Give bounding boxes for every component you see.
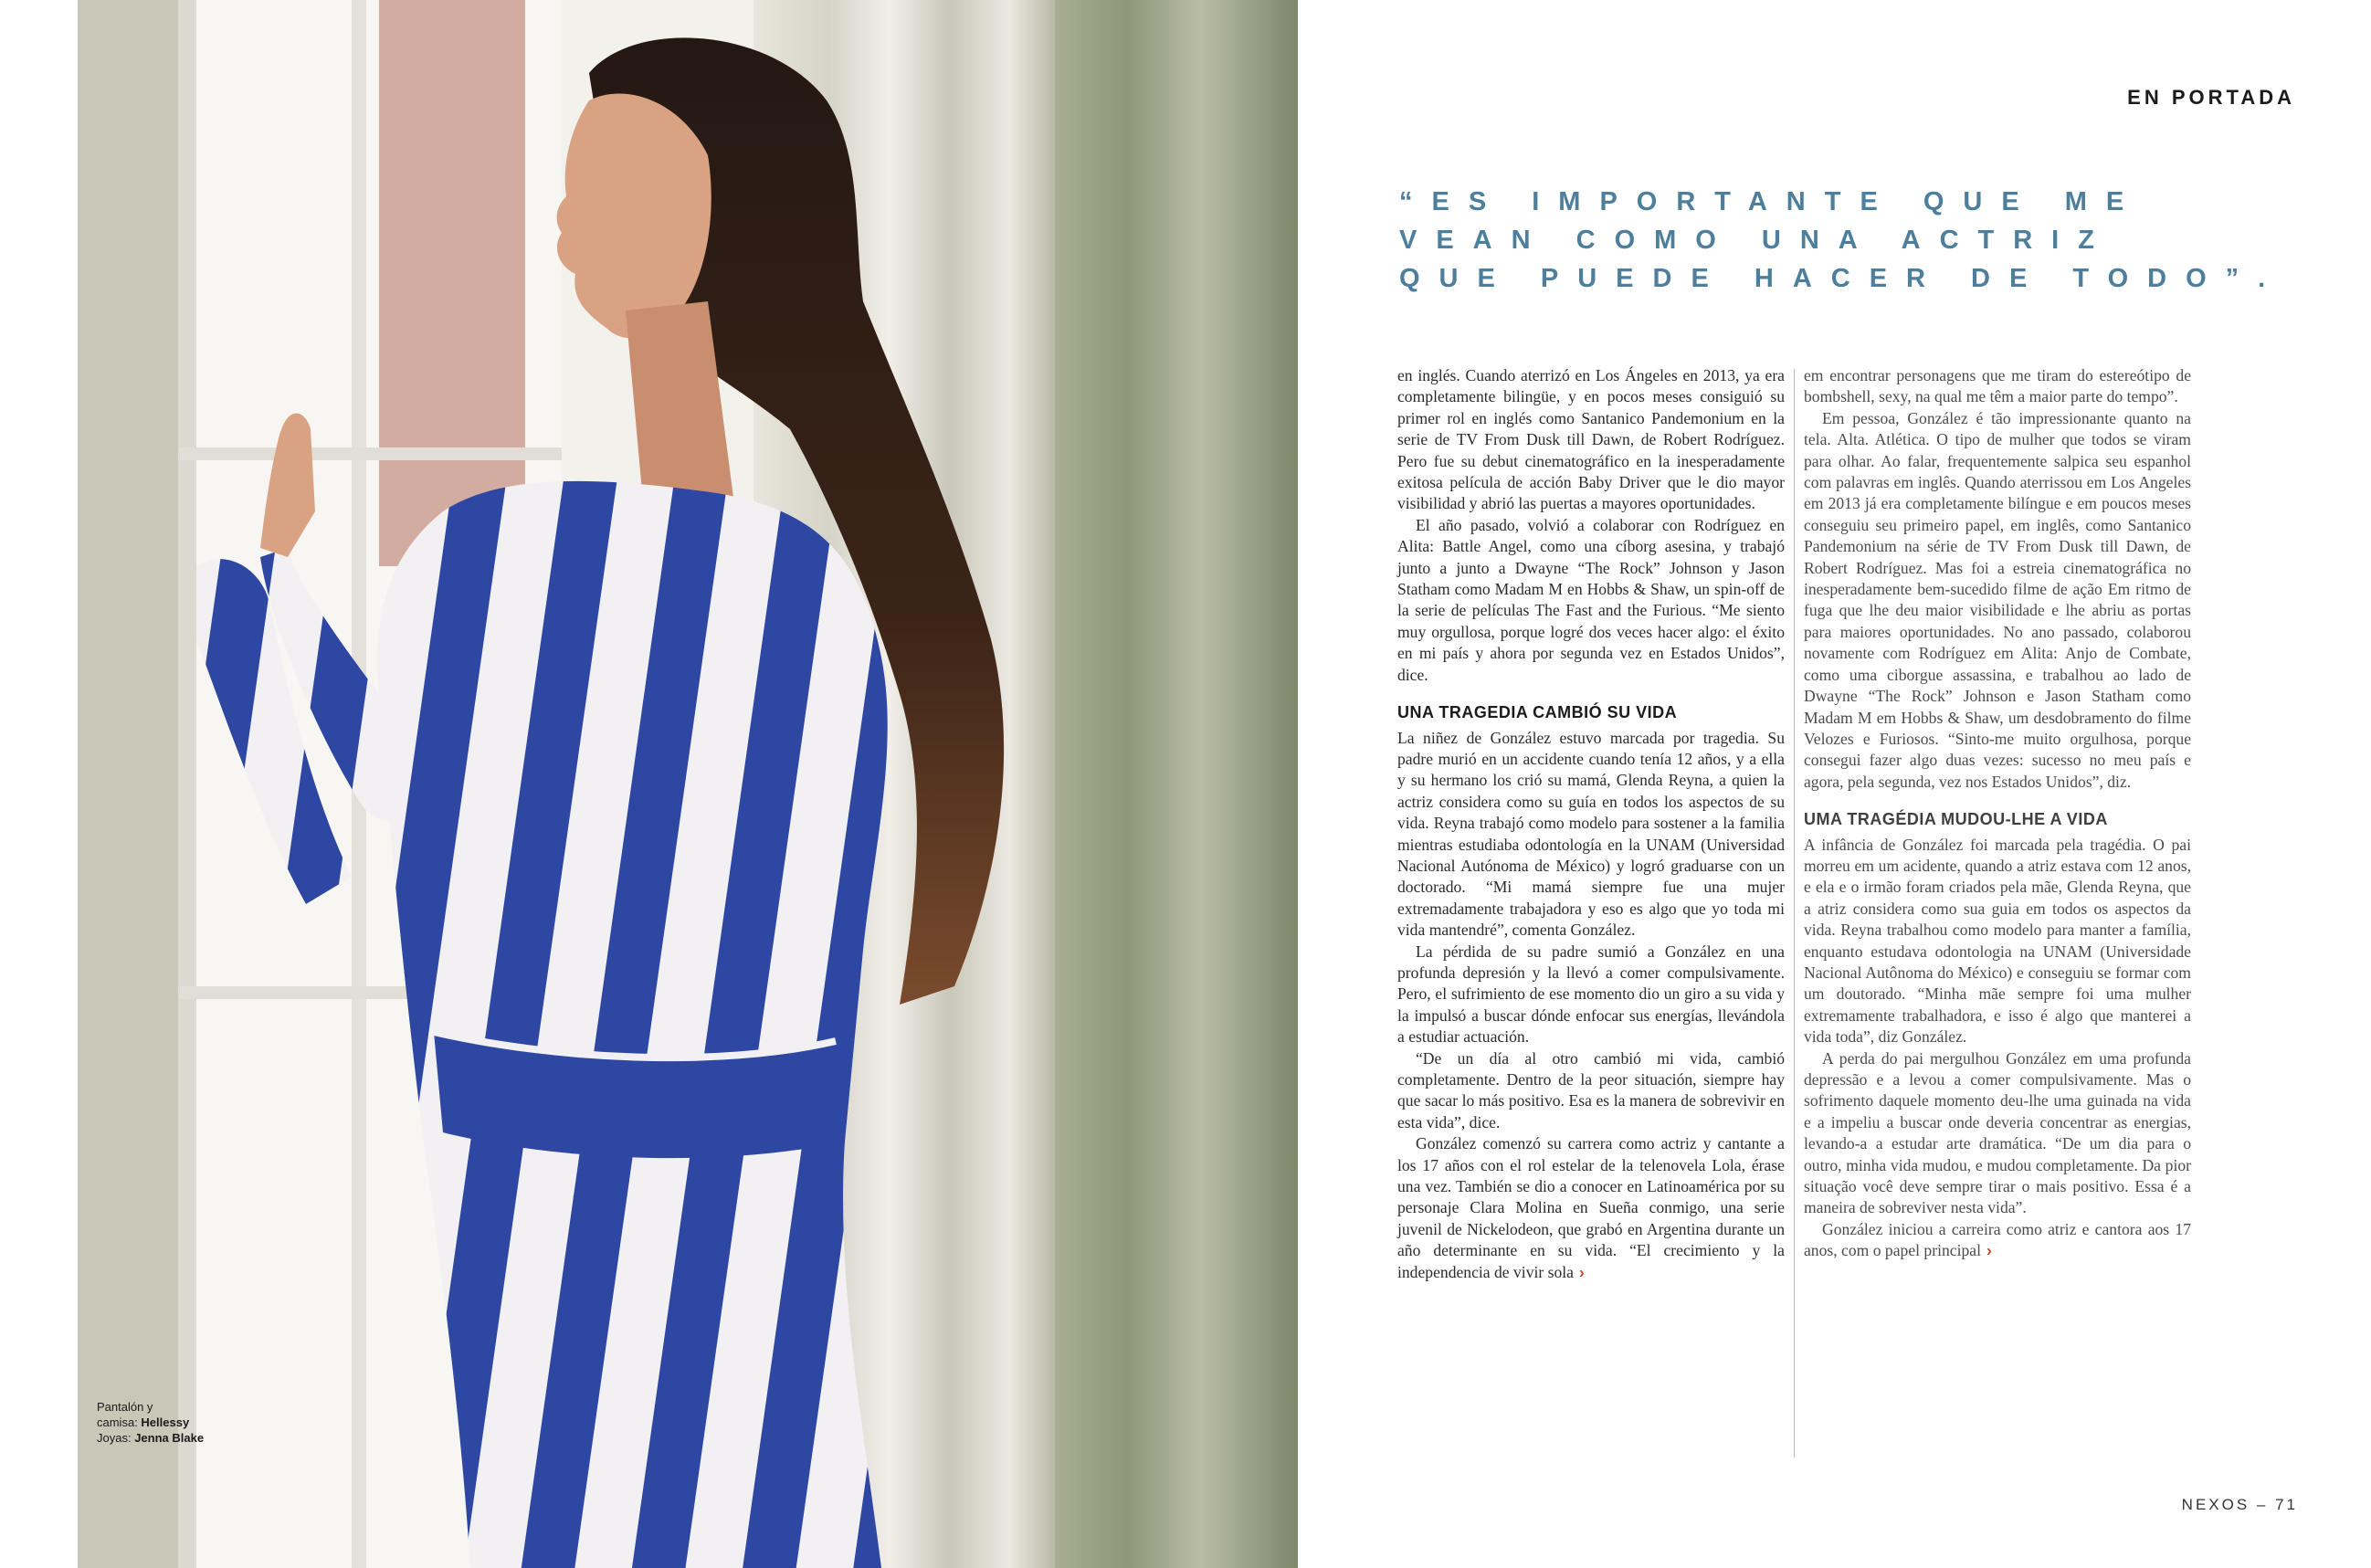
es-paragraph-3: La niñez de González estuvo marcada por tragedia. Su padre murió en un accidente cuando tenía 12 años, y a ella y su hermano los crió su mamá, Glenda Reyna, a quien la actriz considera como su guía en todos los aspectos de su vida. Reyna trabajó como modelo para sostener a la familia mientras estudiaba odontología en la UNAM (Universidad Nacional Autónoma de México) y logró graduarse con un doctorado. “Mi mamá siempre fue una mujer extremadamente trabajadora y eso es algo que yo toda mi vida mantendré”, comenta González. — [1397, 728, 1785, 940]
pt-paragraph-5 — [1804, 1219, 2191, 1262]
pull-quote-line-1: “ES IMPORTANTE QUE ME — [1399, 187, 2144, 216]
cover-photo — [78, 0, 1298, 1568]
pt-paragraph-5-text: González iniciou a carreira como atriz e cantora aos 17 anos, com o papel principal — [1804, 1219, 2191, 1260]
es-paragraph-1: en inglés. Cuando aterrizó en Los Ángeles en 2013, ya era completamente bilingüe, y en pocos meses consiguió su primer rol en inglés como Santanico Pandemonium en la serie de TV From Dusk till Dawn, de Robert Rodríguez. Pero fue su debut cinematográfico en la inesperadamente exitosa película de acción Baby Driver que le dio mayor visibilidad y abrió las puertas a mayores oportunidades. — [1397, 366, 1785, 513]
es-paragraph-4: La pérdida de su padre sumió a González en una profunda depresión y la llevó a comer compulsivamente. Pero, el sufrimiento de ese momento dio un giro a su vida y la impulsó a buscar dónde enfocar sus energías, llevándola a estudiar actuación. — [1397, 942, 1785, 1047]
credit-jewelry-label: Joyas: — [97, 1431, 135, 1445]
pt-subheading: UMA TRAGÉDIA MUDOU-LHE A VIDA — [1804, 810, 2108, 829]
credit-jewelry-value: Jenna Blake — [134, 1431, 205, 1445]
credit-line-1: Pantalón y — [97, 1400, 153, 1414]
es-paragraph-2: El año pasado, volvió a colaborar con Rodríguez en Alita: Battle Angel, como una cíborg asesina, y trabajó junto a junto a Dwayne “The Rock” Johnson y Jason Statham como Madam M en Hobbs & Shaw, un spin-off de la serie de películas The Fast and the Furious. “Me siento muy orgullosa, porque logré dos veces hacer algo: el éxito en mi país y ahora por segunda vez en Estados Unidos”, dice. — [1397, 515, 1785, 684]
pull-quote — [1399, 183, 2313, 298]
pull-quote-line-2: VEAN COMO UNA ACTRIZ — [1399, 226, 2113, 255]
credit-line-3 — [97, 1430, 204, 1446]
pt-paragraph-3: A infância de González foi marcada pela tragédia. O pai morreu em um acidente, quando a atriz estava com 12 anos, e ela e o irmão foram criados pela mãe, Glenda Reyna, que a atriz considera como sua guia em todos os aspectos da vida. Reyna trabalhou como modelo para manter a família, enquanto estudava odontologia na UNAM (Universidade Nacional Autônoma do México) e conseguiu se formar com um doutorado. “Minha mãe sempre foi uma mulher extremamente trabalhadora, e isso é algo que manterei a vida toda”, diz González. — [1804, 835, 2191, 1047]
portuguese-column — [1804, 365, 2191, 1262]
pull-quote-line-3: QUE PUEDE HACER DE TODO”. — [1399, 264, 2285, 293]
pt-paragraph-4: A perda do pai mergulhou González em uma profunda depressão e a levou a comer compulsivamente. Mas o sofrimento daquele momento deu-lhe uma guinada na vida e a impeliu a buscar onde deveria concentrar as energias, levando-a a estudar arte dramática. “De um dia para o outro, minha vida mudou, e mudou completamente. Da pior situação você deve sempre tirar o mais positivo. Essa é a maneira de sobreviver nesta vida”. — [1804, 1048, 2191, 1217]
es-paragraph-6-text: González comenzó su carrera como actriz y cantante a los 17 años con el rol estelar de la telenovela Lola, érase una vez. También se dio a conocer en Latinoamérica por su personaje Clara Molina en Sueña conmigo, una serie juvenil de Nickelodeon, que grabó en Argentina durante un año determinante en su vida. “El crecimiento y la independencia de vivir sola — [1397, 1134, 1785, 1281]
es-subheading: UNA TRAGEDIA CAMBIÓ SU VIDA — [1397, 703, 1678, 722]
es-paragraph-6 — [1397, 1133, 1785, 1283]
credit-line-2 — [97, 1415, 204, 1430]
credit-shirt-value: Hellessy — [141, 1415, 190, 1429]
cover-photo-illustration — [78, 0, 1298, 1568]
page-folio: NEXOS – 71 — [2181, 1496, 2298, 1513]
pt-paragraph-1: em encontrar personagens que me tiram do estereótipo de bombshell, sexy, na qual me têm a maior parte do tempo”. — [1804, 366, 2191, 406]
photo-credit — [97, 1399, 204, 1446]
spanish-column — [1397, 365, 1785, 1283]
credit-shirt-label: camisa: — [97, 1415, 142, 1429]
column-divider — [1794, 369, 1795, 1458]
section-label: EN PORTADA — [2127, 86, 2295, 109]
pt-paragraph-2: Em pessoa, González é tão impressionante quanto na tela. Alta. Atlética. O tipo de mulher que todos se viram para olhar. Ao falar, frequentemente salpica seu espanhol com palavras em inglês. Quando aterrissou em Los Angeles em 2013 já era completamente bilíngue e em poucos meses conseguiu seu primeiro papel, em inglês, como Santanico Pandemonium na série de TV From Dusk till Dawn, de Robert Rodríguez. Mas foi a estreia cinematográfica no inesperadamente bem-sucedido filme de ação Em ritmo de fuga que lhe deu maior visibilidade e lhe abriu as portas para maiores oportunidades. No ano passado, colaborou novamente com Rodríguez em Alita: Anjo de Combate, como uma ciborgue assassina, e trabalhou ao lado de Dwayne “The Rock” Johnson e Jason Statham como Madam M em Hobbs & Shaw, um desdobramento do filme Velozes e Furiosos. “Sinto-me muito orgulhosa, porque consegui fazer algo duas vezes: sucesso no meu país e agora, pela segunda, vez nos Estados Unidos”, diz. — [1804, 408, 2191, 791]
es-paragraph-5: “De un día al otro cambió mi vida, cambió completamente. Dentro de la peor situación, siempre hay que sacar lo más positivo. Esa es la manera de sobrevivir en esta vida”, dice. — [1397, 1048, 1785, 1131]
pt-continue-arrow-icon: › — [1986, 1241, 1992, 1260]
es-continue-arrow-icon: › — [1578, 1262, 1585, 1281]
